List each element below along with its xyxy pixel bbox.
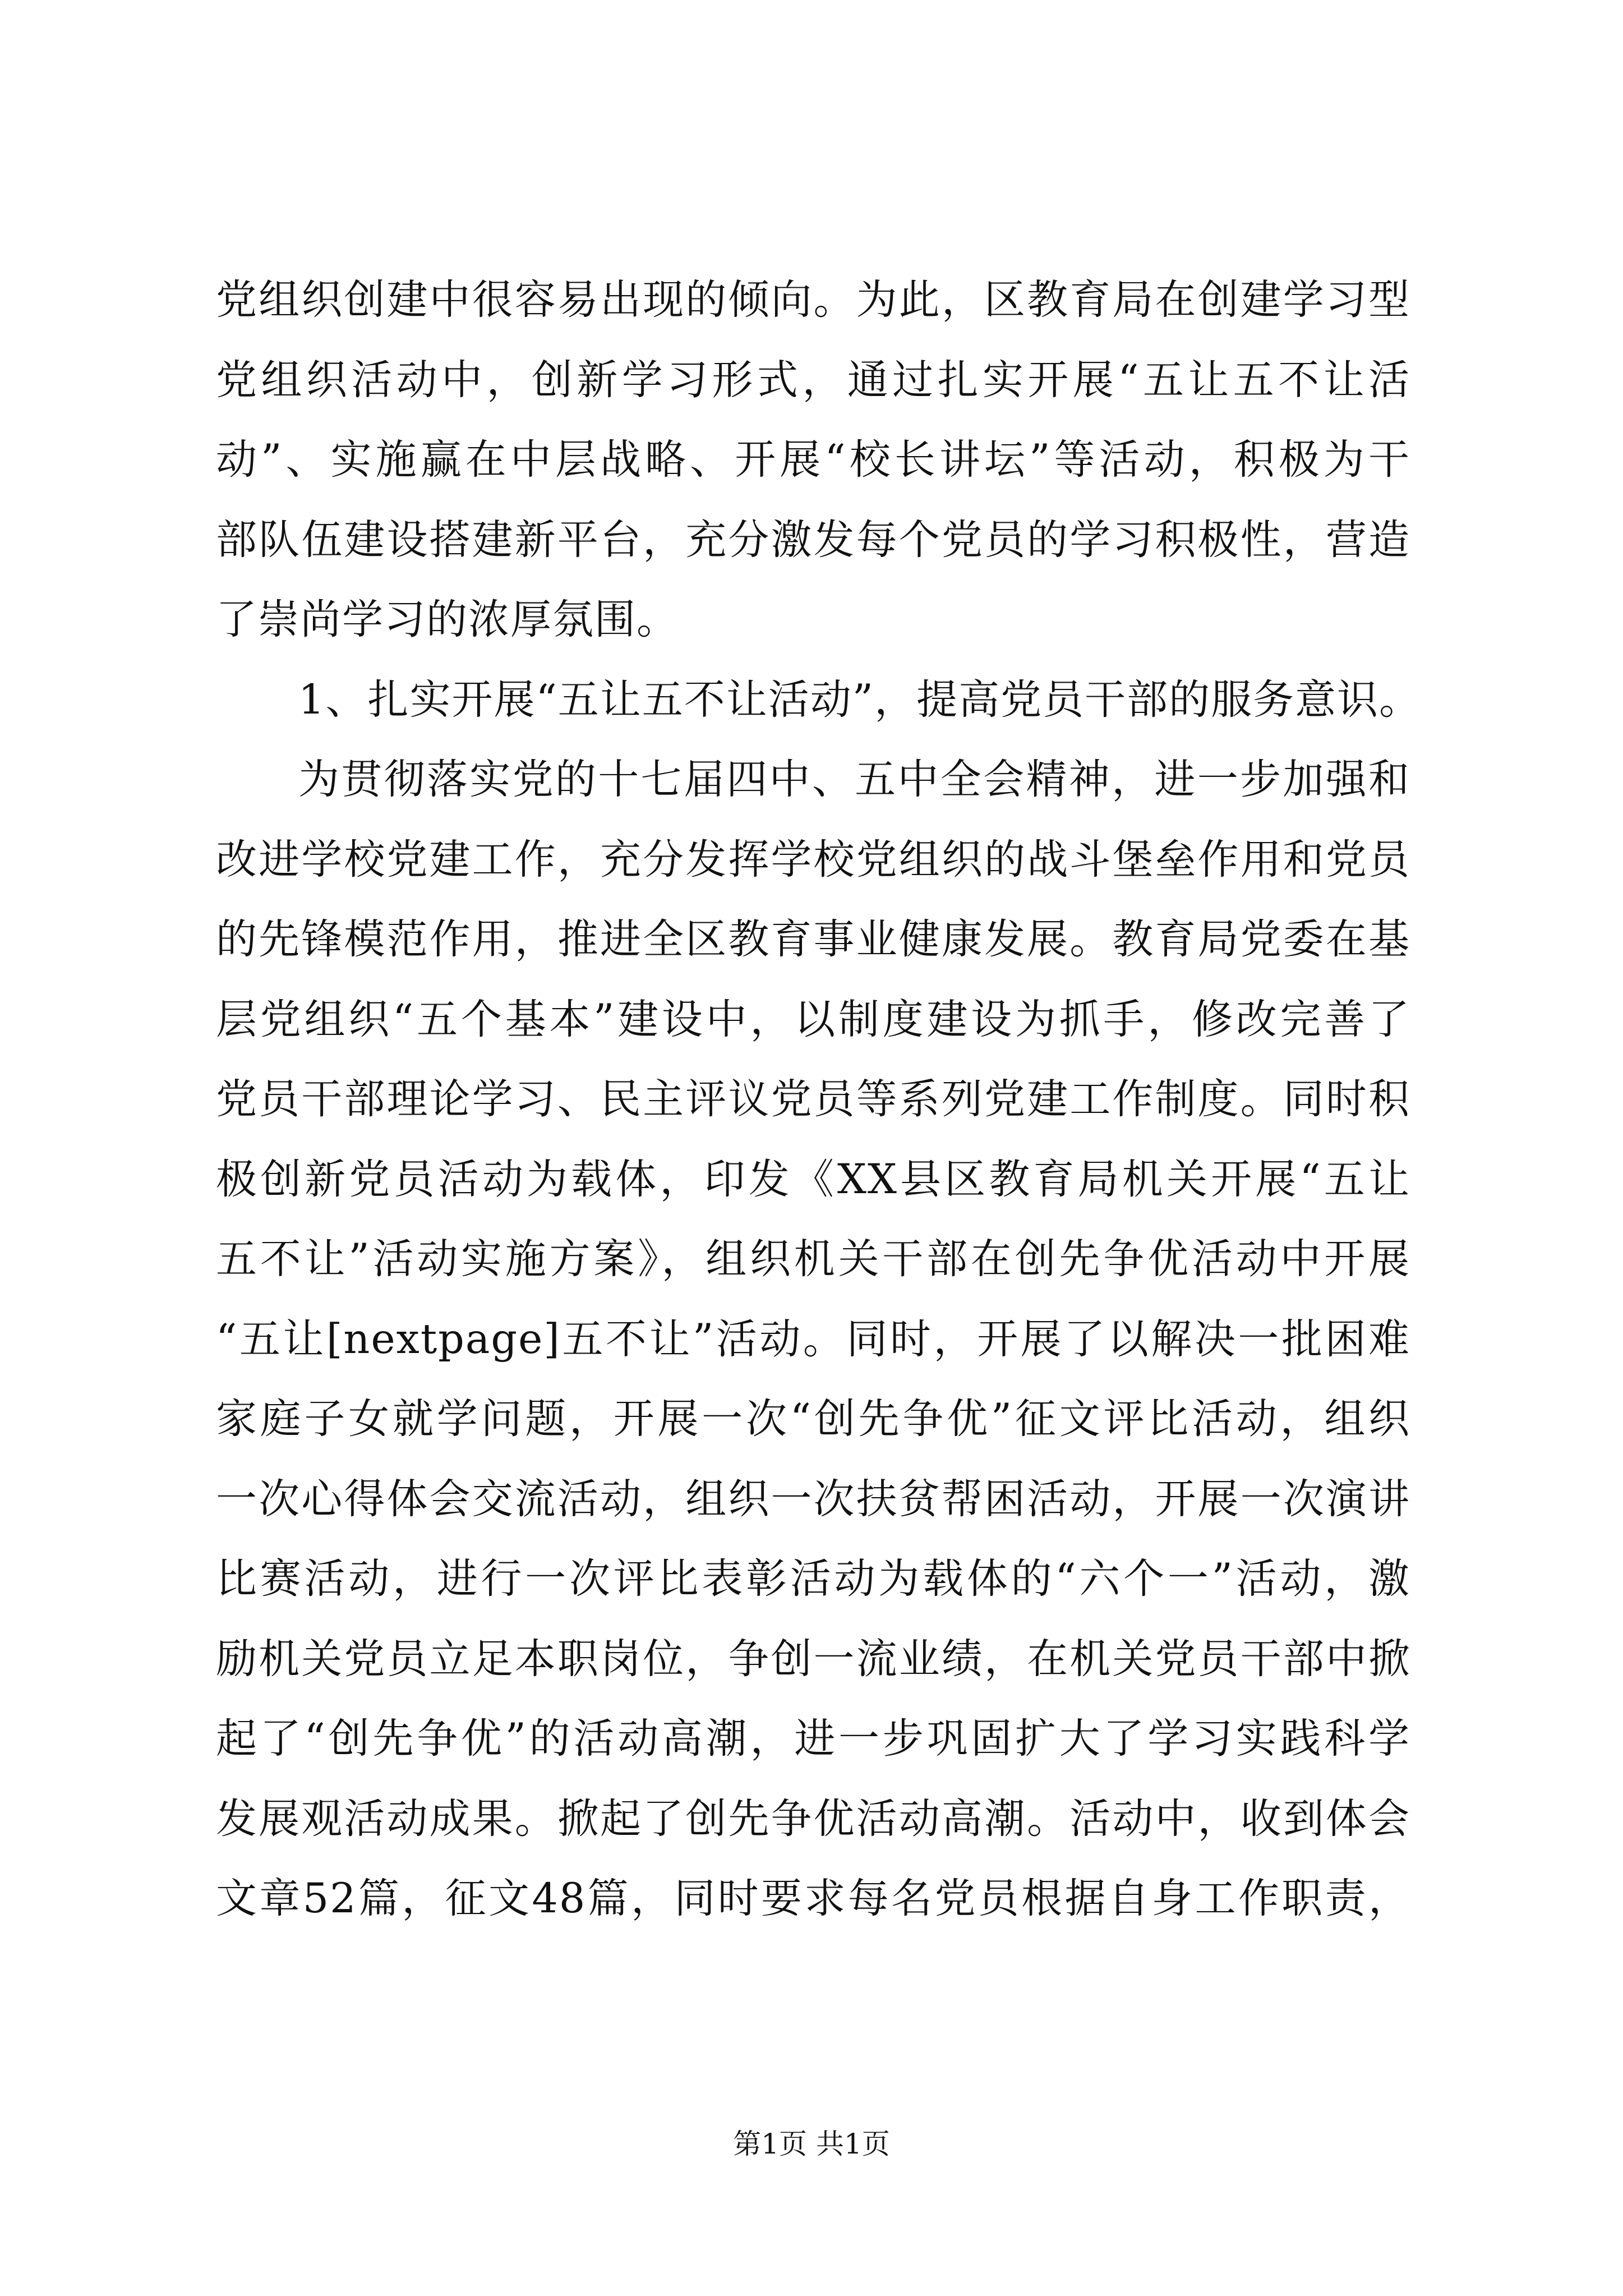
document-body	[216, 269, 1422, 1948]
page-footer	[0, 2122, 1623, 2162]
text-line: 党员干部理论学习、民主评议党员等系列党建工作制度。同时积	[216, 1075, 1410, 1123]
text-line: “五让[nextpage]五不让”活动。同时，开展了以解决一批困难	[216, 1315, 1410, 1363]
text-line: 党组织活动中，创新学习形式，通过扎实开展“五让五不让活	[216, 356, 1410, 404]
text-line: 极创新党员活动为载体，印发《XX县区教育局机关开展“五让	[216, 1155, 1410, 1203]
text-line: 党组织创建中很容易出现的倾向。为此，区教育局在创建学习型	[216, 276, 1410, 324]
text-line: 家庭子女就学问题，开展一次“创先争优”征文评比活动，组织	[216, 1395, 1410, 1443]
text-line: 了崇尚学习的浓厚氛围。	[216, 596, 679, 643]
text-line: 为贯彻落实党的十七届四中、五中全会精神，进一步加强和	[298, 756, 1410, 803]
text-line: 五不让”活动实施方案》，组织机关干部在创先争优活动中开展	[216, 1235, 1410, 1283]
page-number: 第1页 共1页	[733, 2128, 890, 2160]
text-line: 改进学校党建工作，充分发挥学校党组织的战斗堡垒作用和党员	[216, 835, 1410, 884]
section-heading: 1、扎实开展“五让五不让活动”，提高党员干部的服务意识。	[298, 675, 1422, 724]
text-line: 动”、实施赢在中层战略、开展“校长讲坛”等活动，积极为干	[216, 436, 1410, 484]
text-line: 一次心得体会交流活动，组织一次扶贫帮困活动，开展一次演讲	[216, 1475, 1410, 1523]
text-line: 比赛活动，进行一次评比表彰活动为载体的“六个一”活动，激	[216, 1555, 1410, 1603]
text-line: 起了“创先争优”的活动高潮，进一步巩固扩大了学习实践科学	[216, 1715, 1410, 1763]
text-line: 文章52篇，征文48篇，同时要求每名党员根据自身工作职责，	[216, 1875, 1410, 1922]
text-line: 部队伍建设搭建新平台，充分激发每个党员的学习积极性，营造	[216, 516, 1410, 564]
text-line: 的先锋模范作用，推进全区教育事业健康发展。教育局党委在基	[216, 915, 1410, 963]
text-line: 层党组织“五个基本”建设中，以制度建设为抓手，修改完善了	[216, 995, 1410, 1043]
text-line: 发展观活动成果。掀起了创先争优活动高潮。活动中，收到体会	[216, 1795, 1410, 1843]
text-line: 励机关党员立足本职岗位，争创一流业绩，在机关党员干部中掀	[216, 1635, 1410, 1683]
